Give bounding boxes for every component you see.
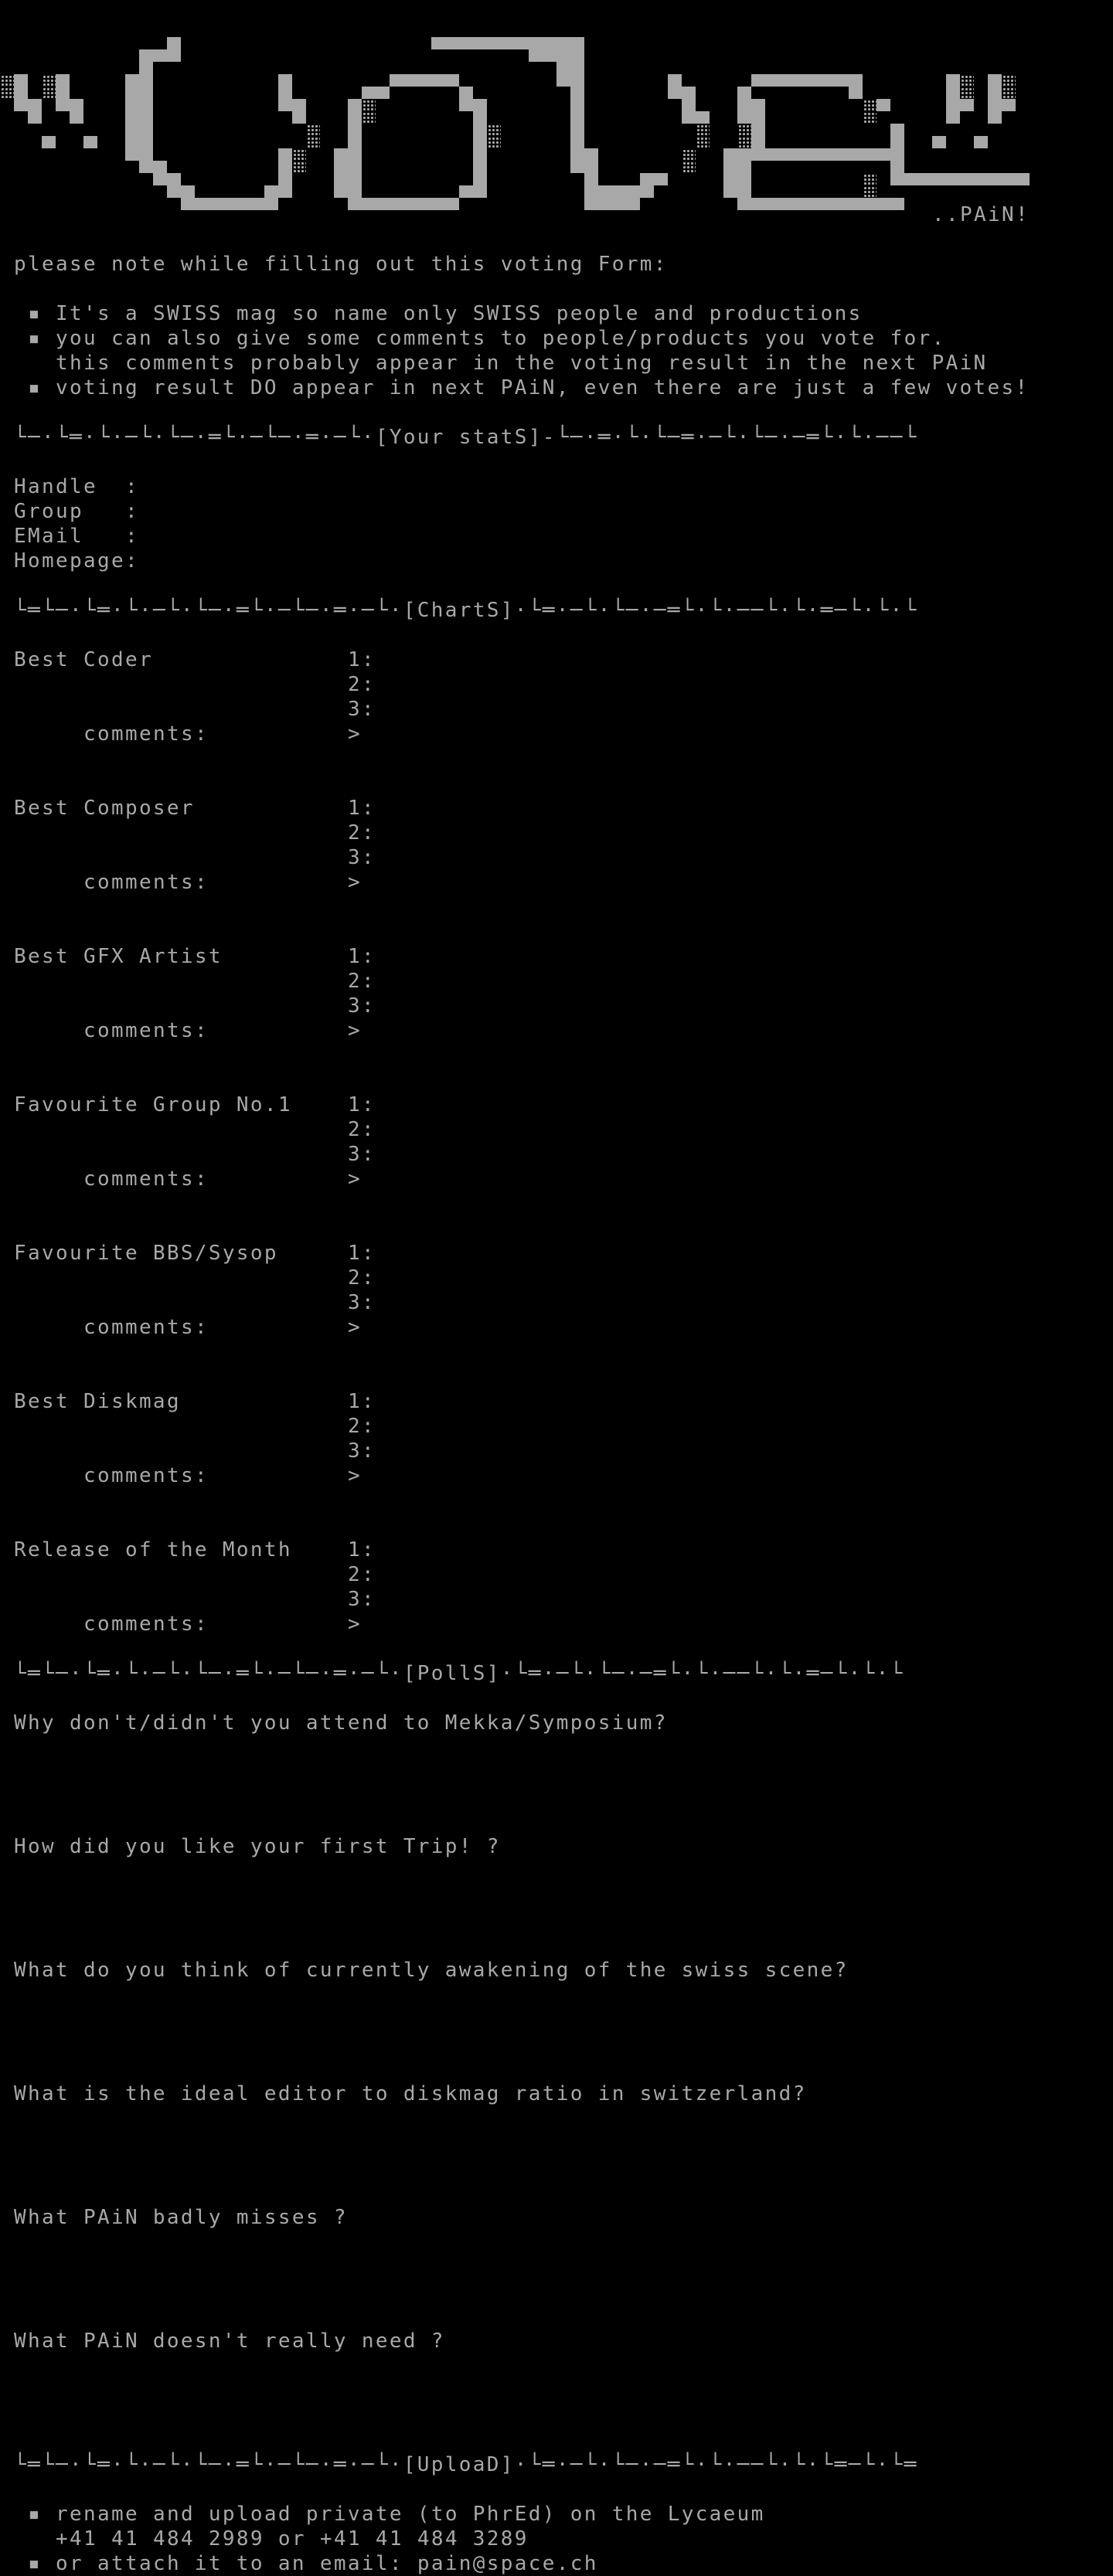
logo-block	[570, 148, 598, 161]
logo-block	[362, 99, 376, 111]
chart-rank-2: 2:	[348, 970, 376, 993]
logo-block	[737, 124, 751, 136]
logo-block	[890, 136, 904, 148]
logo-block	[570, 136, 584, 148]
logo-block	[348, 198, 459, 210]
logo-block	[737, 136, 751, 148]
logo-block	[42, 74, 56, 87]
logo-block	[570, 87, 584, 99]
logo-block	[278, 74, 292, 87]
logo-block	[863, 99, 876, 111]
bullet-icon: ▪	[28, 327, 42, 350]
logo-block	[1002, 87, 1016, 99]
chart-comments-label: comments:	[83, 722, 209, 746]
logo-block	[181, 198, 278, 210]
chart-comments-prompt: >	[348, 1464, 362, 1487]
upload-phone-numbers: +41 41 484 2989 or +41 41 484 3289	[56, 2527, 529, 2551]
chart-rank-3: 3:	[348, 1588, 376, 1611]
logo-block	[737, 111, 765, 124]
chart-rank-2: 2:	[348, 821, 376, 845]
logo-block	[292, 111, 306, 124]
logo-block	[1002, 74, 1016, 87]
logo-block	[278, 87, 292, 99]
chart-rank-3: 3:	[348, 1439, 376, 1463]
logo-block	[946, 99, 974, 111]
chart-rank-1: 1:	[348, 1538, 376, 1562]
logo-block	[28, 111, 42, 124]
logo-block	[737, 87, 751, 99]
bullet-icon: ▪	[28, 302, 42, 325]
chart-rank-1: 1:	[348, 1093, 376, 1116]
logo-block	[584, 173, 598, 185]
chart-rank-1: 1:	[348, 797, 376, 820]
logo-block	[306, 136, 320, 148]
chart-comments-prompt: >	[348, 871, 362, 894]
logo-block	[278, 148, 292, 161]
logo-block	[70, 111, 83, 124]
stats-field-handle-colon: :	[125, 475, 139, 498]
logo-block	[56, 74, 70, 87]
chart-comments-label: comments:	[83, 1316, 209, 1339]
logo-block	[737, 198, 904, 210]
logo-block	[167, 185, 195, 198]
logo-block	[153, 173, 181, 185]
section-separator-upload: └═└─·└═·└·─└·└─·═└·─└─·═·─└·[UploaD]·└═·─└·└─·─═└·└·──└·└·└═─└·└═	[14, 2453, 918, 2476]
chart-rank-1: 1:	[348, 945, 376, 968]
logo-block	[348, 136, 362, 148]
logo-block	[334, 185, 362, 198]
logo-block	[932, 136, 946, 148]
logo-block	[696, 124, 710, 136]
logo-block	[946, 87, 960, 99]
logo-block	[988, 111, 1002, 124]
chart-comments-label: comments:	[83, 1167, 209, 1191]
note-title: please note while filling out this voting Form:	[14, 253, 668, 276]
logo-block	[348, 99, 362, 111]
section-separator-polls: └═└─·└═·└·─└·└─·═└·─└─·═·─└·[PollS]·└═·─└·└─·─═└·└·──└·└·═─└·└·└	[14, 1662, 904, 1685]
chart-rank-2: 2:	[348, 1118, 376, 1141]
poll-question-6: What PAiN doesn't really need ?	[14, 2330, 445, 2353]
logo-block	[125, 124, 153, 136]
logo-block	[988, 74, 1002, 87]
note-bullet-3: voting result DO appear in next PAiN, even there are just a few votes!	[56, 376, 1030, 399]
stats-field-handle-label: Handle	[14, 475, 97, 498]
stats-field-group-label: Group	[14, 500, 83, 523]
section-separator-charts: └═└─·└═·└·─└·└─·═└·─└─·═·─└·[ChartS]·└═·─└·└─·─═└·└·──└·└·═─└·└·└	[14, 599, 918, 622]
logo-block	[83, 136, 97, 148]
bullet-icon: ▪	[28, 2503, 42, 2526]
logo-block	[139, 161, 167, 173]
logo-block	[292, 161, 306, 173]
upload-instruction-1: rename and upload private (to PhrEd) on the Lycaeum	[56, 2503, 765, 2526]
logo-block	[42, 136, 56, 148]
logo-block	[125, 148, 153, 161]
logo-block	[696, 136, 710, 148]
logo-block	[960, 74, 974, 87]
logo-block	[890, 161, 904, 173]
logo-block	[473, 173, 487, 185]
logo-block	[682, 111, 710, 124]
logo-block	[167, 37, 181, 49]
logo-block	[348, 124, 362, 136]
logo-block	[988, 99, 1016, 111]
chart-rank-3: 3:	[348, 1143, 376, 1166]
logo-block	[14, 99, 42, 111]
logo-block	[487, 136, 501, 148]
logo-block	[556, 62, 584, 74]
logo-block	[125, 99, 153, 111]
poll-question-3: What do you think of currently awakening of the swiss scene?	[14, 1959, 849, 1982]
logo-block	[723, 161, 751, 173]
logo-block	[584, 185, 654, 198]
logo-block	[139, 49, 181, 62]
logo-block	[890, 173, 1030, 185]
chart-category-label: Best Coder	[14, 648, 153, 671]
section-separator-your-stats: └─·└═·└·─└·└─·═└·─└─·═·─└·[Your statS]-└─·═·└·└─═·─└·└─·─═└·└·──└	[14, 426, 918, 449]
logo-block	[668, 74, 682, 87]
logo-block	[570, 111, 584, 124]
chart-rank-3: 3:	[348, 1291, 376, 1314]
logo-block	[737, 99, 765, 111]
chart-category-label: Favourite BBS/Sysop	[14, 1242, 278, 1265]
stats-field-homepage-label: Homepage	[14, 549, 125, 573]
logo-block	[570, 124, 584, 136]
chart-rank-1: 1:	[348, 648, 376, 671]
chart-rank-3: 3:	[348, 994, 376, 1018]
note-bullet-1: It's a SWISS mag so name only SWISS people and productions	[56, 302, 863, 325]
logo-block	[278, 161, 292, 173]
poll-question-1: Why don't/didn't you attend to Mekka/Symposium?	[14, 1711, 668, 1735]
logo-block	[459, 99, 487, 111]
poll-question-5: What PAiN badly misses ?	[14, 2206, 348, 2229]
chart-rank-2: 2:	[348, 1415, 376, 1438]
chart-comments-label: comments:	[83, 1019, 209, 1042]
logo-block	[125, 87, 153, 99]
logo-block	[682, 161, 696, 173]
logo-block	[751, 136, 765, 148]
logo-block	[334, 161, 362, 173]
chart-rank-3: 3:	[348, 846, 376, 869]
logo-block	[974, 136, 988, 148]
chart-comments-label: comments:	[83, 871, 209, 894]
note-bullet-2: you can also give some comments to people/products you vote for.	[56, 327, 946, 350]
logo-block	[278, 173, 292, 185]
logo-block	[362, 87, 390, 99]
note-bullet-2-continued: this comments probably appear in the voting result in the next PAiN	[56, 352, 988, 375]
stats-field-email-colon: :	[125, 525, 139, 548]
logo-block	[570, 161, 598, 173]
logo-block	[139, 62, 153, 74]
logo-block	[278, 99, 306, 111]
logo-block	[362, 111, 376, 124]
logo-block	[570, 99, 584, 111]
logo-block	[849, 87, 863, 99]
logo-block	[723, 148, 904, 161]
logo-block	[863, 185, 876, 198]
logo-block	[473, 124, 487, 136]
logo-block	[0, 74, 14, 87]
logo-block	[584, 198, 640, 210]
logo-block	[14, 74, 28, 87]
logo-block	[0, 87, 14, 99]
logo-block	[56, 99, 83, 111]
logo-block	[42, 87, 56, 99]
logo-block	[473, 111, 487, 124]
logo-block	[863, 173, 876, 185]
chart-category-label: Best Diskmag	[14, 1390, 181, 1413]
logo-block	[960, 87, 974, 99]
chart-category-label: Best Composer	[14, 797, 195, 820]
logo-block	[306, 124, 320, 136]
chart-comments-prompt: >	[348, 1019, 362, 1042]
logo-block	[751, 74, 863, 87]
logo-block	[988, 87, 1002, 99]
logo-block	[459, 185, 487, 198]
logo-block	[863, 111, 876, 124]
logo-block	[890, 124, 904, 136]
stats-field-email-label: EMail	[14, 525, 83, 548]
logo-block	[56, 87, 70, 99]
logo-block	[390, 74, 459, 87]
logo-block	[125, 74, 153, 87]
logo-block	[682, 148, 696, 161]
logo-block	[723, 185, 751, 198]
bullet-icon: ▪	[28, 2552, 42, 2575]
chart-comments-prompt: >	[348, 1316, 362, 1339]
stats-field-homepage-colon: :	[125, 549, 139, 573]
logo-block	[334, 173, 362, 185]
chart-category-label: Best GFX Artist	[14, 945, 223, 968]
chart-rank-2: 2:	[348, 1563, 376, 1586]
chart-rank-1: 1:	[348, 1390, 376, 1413]
chart-comments-prompt: >	[348, 1167, 362, 1191]
logo-block	[125, 136, 153, 148]
logo-block	[292, 148, 306, 161]
poll-question-2: How did you like your first Trip! ?	[14, 1835, 501, 1858]
logo-block	[529, 49, 584, 62]
bullet-icon: ▪	[28, 376, 42, 399]
chart-comments-prompt: >	[348, 722, 362, 746]
chart-comments-label: comments:	[83, 1464, 209, 1487]
logo-block	[473, 148, 487, 161]
upload-instruction-2: or attach it to an email: pain@space.ch	[56, 2552, 598, 2575]
logo-block	[487, 124, 501, 136]
logo-block	[876, 99, 890, 111]
pain-tag: ..PAiN!	[932, 203, 1030, 226]
chart-rank-3: 3:	[348, 698, 376, 721]
logo-block	[668, 87, 696, 99]
logo-block	[264, 185, 292, 198]
poll-question-4: What is the ideal editor to diskmag ratio in switzerland?	[14, 2082, 807, 2105]
chart-comments-prompt: >	[348, 1613, 362, 1636]
logo-block	[556, 74, 584, 87]
chart-rank-1: 1:	[348, 1242, 376, 1265]
logo-block	[723, 173, 751, 185]
logo-block	[473, 136, 487, 148]
logo-block	[473, 161, 487, 173]
chart-rank-2: 2:	[348, 673, 376, 696]
chart-category-label: Favourite Group No.1	[14, 1093, 292, 1116]
logo-block	[348, 111, 362, 124]
logo-block	[334, 148, 362, 161]
logo-block	[946, 111, 960, 124]
logo-block	[682, 99, 696, 111]
logo-block	[459, 87, 473, 99]
logo-block	[751, 124, 765, 136]
chart-category-label: Release of the Month	[14, 1538, 292, 1562]
chart-rank-2: 2:	[348, 1266, 376, 1290]
logo-block	[125, 111, 153, 124]
stats-field-group-colon: :	[125, 500, 139, 523]
logo-block	[14, 87, 28, 99]
logo-block	[946, 74, 960, 87]
logo-block	[431, 37, 584, 49]
chart-comments-label: comments:	[83, 1613, 209, 1636]
logo-block	[640, 173, 668, 185]
